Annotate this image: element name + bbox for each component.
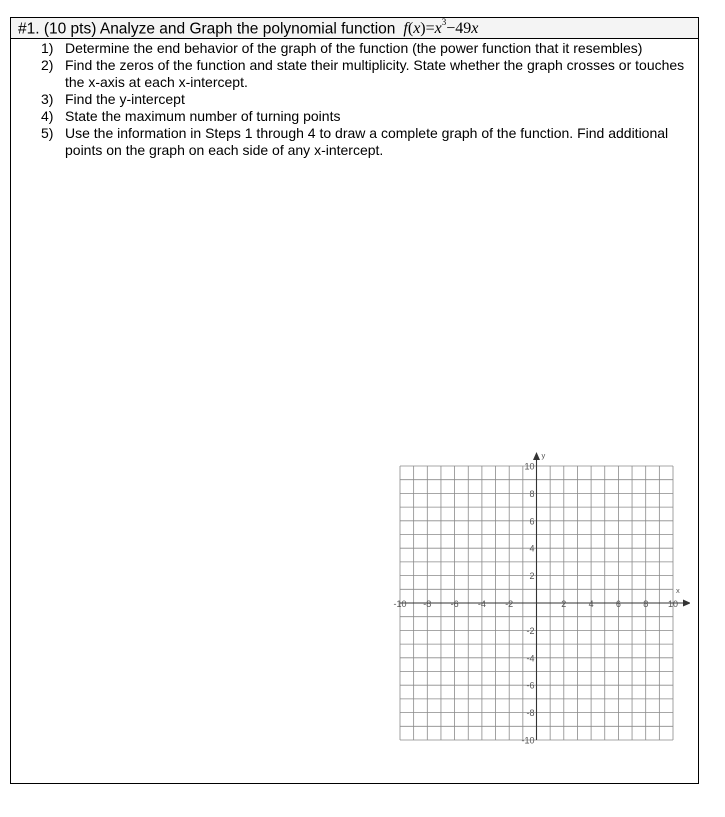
step-item: 4) State the maximum number of turning points <box>41 108 341 124</box>
x-axis-label: x <box>676 586 680 595</box>
y-tick-label: -2 <box>526 625 535 636</box>
x-tick-label: -4 <box>477 599 486 609</box>
x-tick-label: 6 <box>615 599 621 609</box>
y-tick-label: -4 <box>526 653 535 664</box>
steps-list <box>11 40 691 159</box>
y-tick-label: -6 <box>526 680 535 691</box>
x-tick-label: -6 <box>450 599 459 609</box>
y-tick-label: 6 <box>529 516 535 527</box>
x-tick-label: -2 <box>505 599 514 609</box>
y-axis-label: y <box>541 452 546 460</box>
x-tick-label: 2 <box>561 599 567 609</box>
problem-header-text: #1. (10 pts) Analyze and Graph the polynomial function <box>18 20 396 38</box>
y-tick-label: -10 <box>521 735 535 746</box>
step-item: 3) Find the y-intercept <box>41 91 185 107</box>
x-axis-arrow <box>683 600 690 607</box>
x-tick-label: 8 <box>643 599 649 609</box>
step-item: 5) Use the information in Steps 1 through 4 to draw a complete graph of the function. Find additional points on the graph on each side of any x-intercept. <box>41 125 669 158</box>
problem-header-row <box>11 18 698 39</box>
x-tick-label: -10 <box>393 599 407 609</box>
problem-title <box>18 19 478 38</box>
x-tick-label: 4 <box>588 599 594 609</box>
y-tick-label: 2 <box>529 571 535 582</box>
coordinate-grid <box>390 452 690 747</box>
y-tick-label: 4 <box>529 543 535 554</box>
y-tick-label: -8 <box>526 708 535 719</box>
function-formula: $f(x)=x^3-49x$ <box>403 17 479 38</box>
y-axis-arrow <box>533 452 540 460</box>
y-tick-label: 8 <box>529 488 535 499</box>
step-item: 2) Find the zeros of the function and state their multiplicity. State whether the graph crosses or touches the x-axis at each x-intercept. <box>41 57 685 90</box>
x-tick-label: 10 <box>667 599 679 609</box>
step-item: 1) Determine the end behavior of the graph of the function (the power function that it resembles) <box>41 40 643 56</box>
y-tick-label: 10 <box>524 461 535 472</box>
x-tick-label: -8 <box>423 599 432 609</box>
axes <box>400 452 690 740</box>
